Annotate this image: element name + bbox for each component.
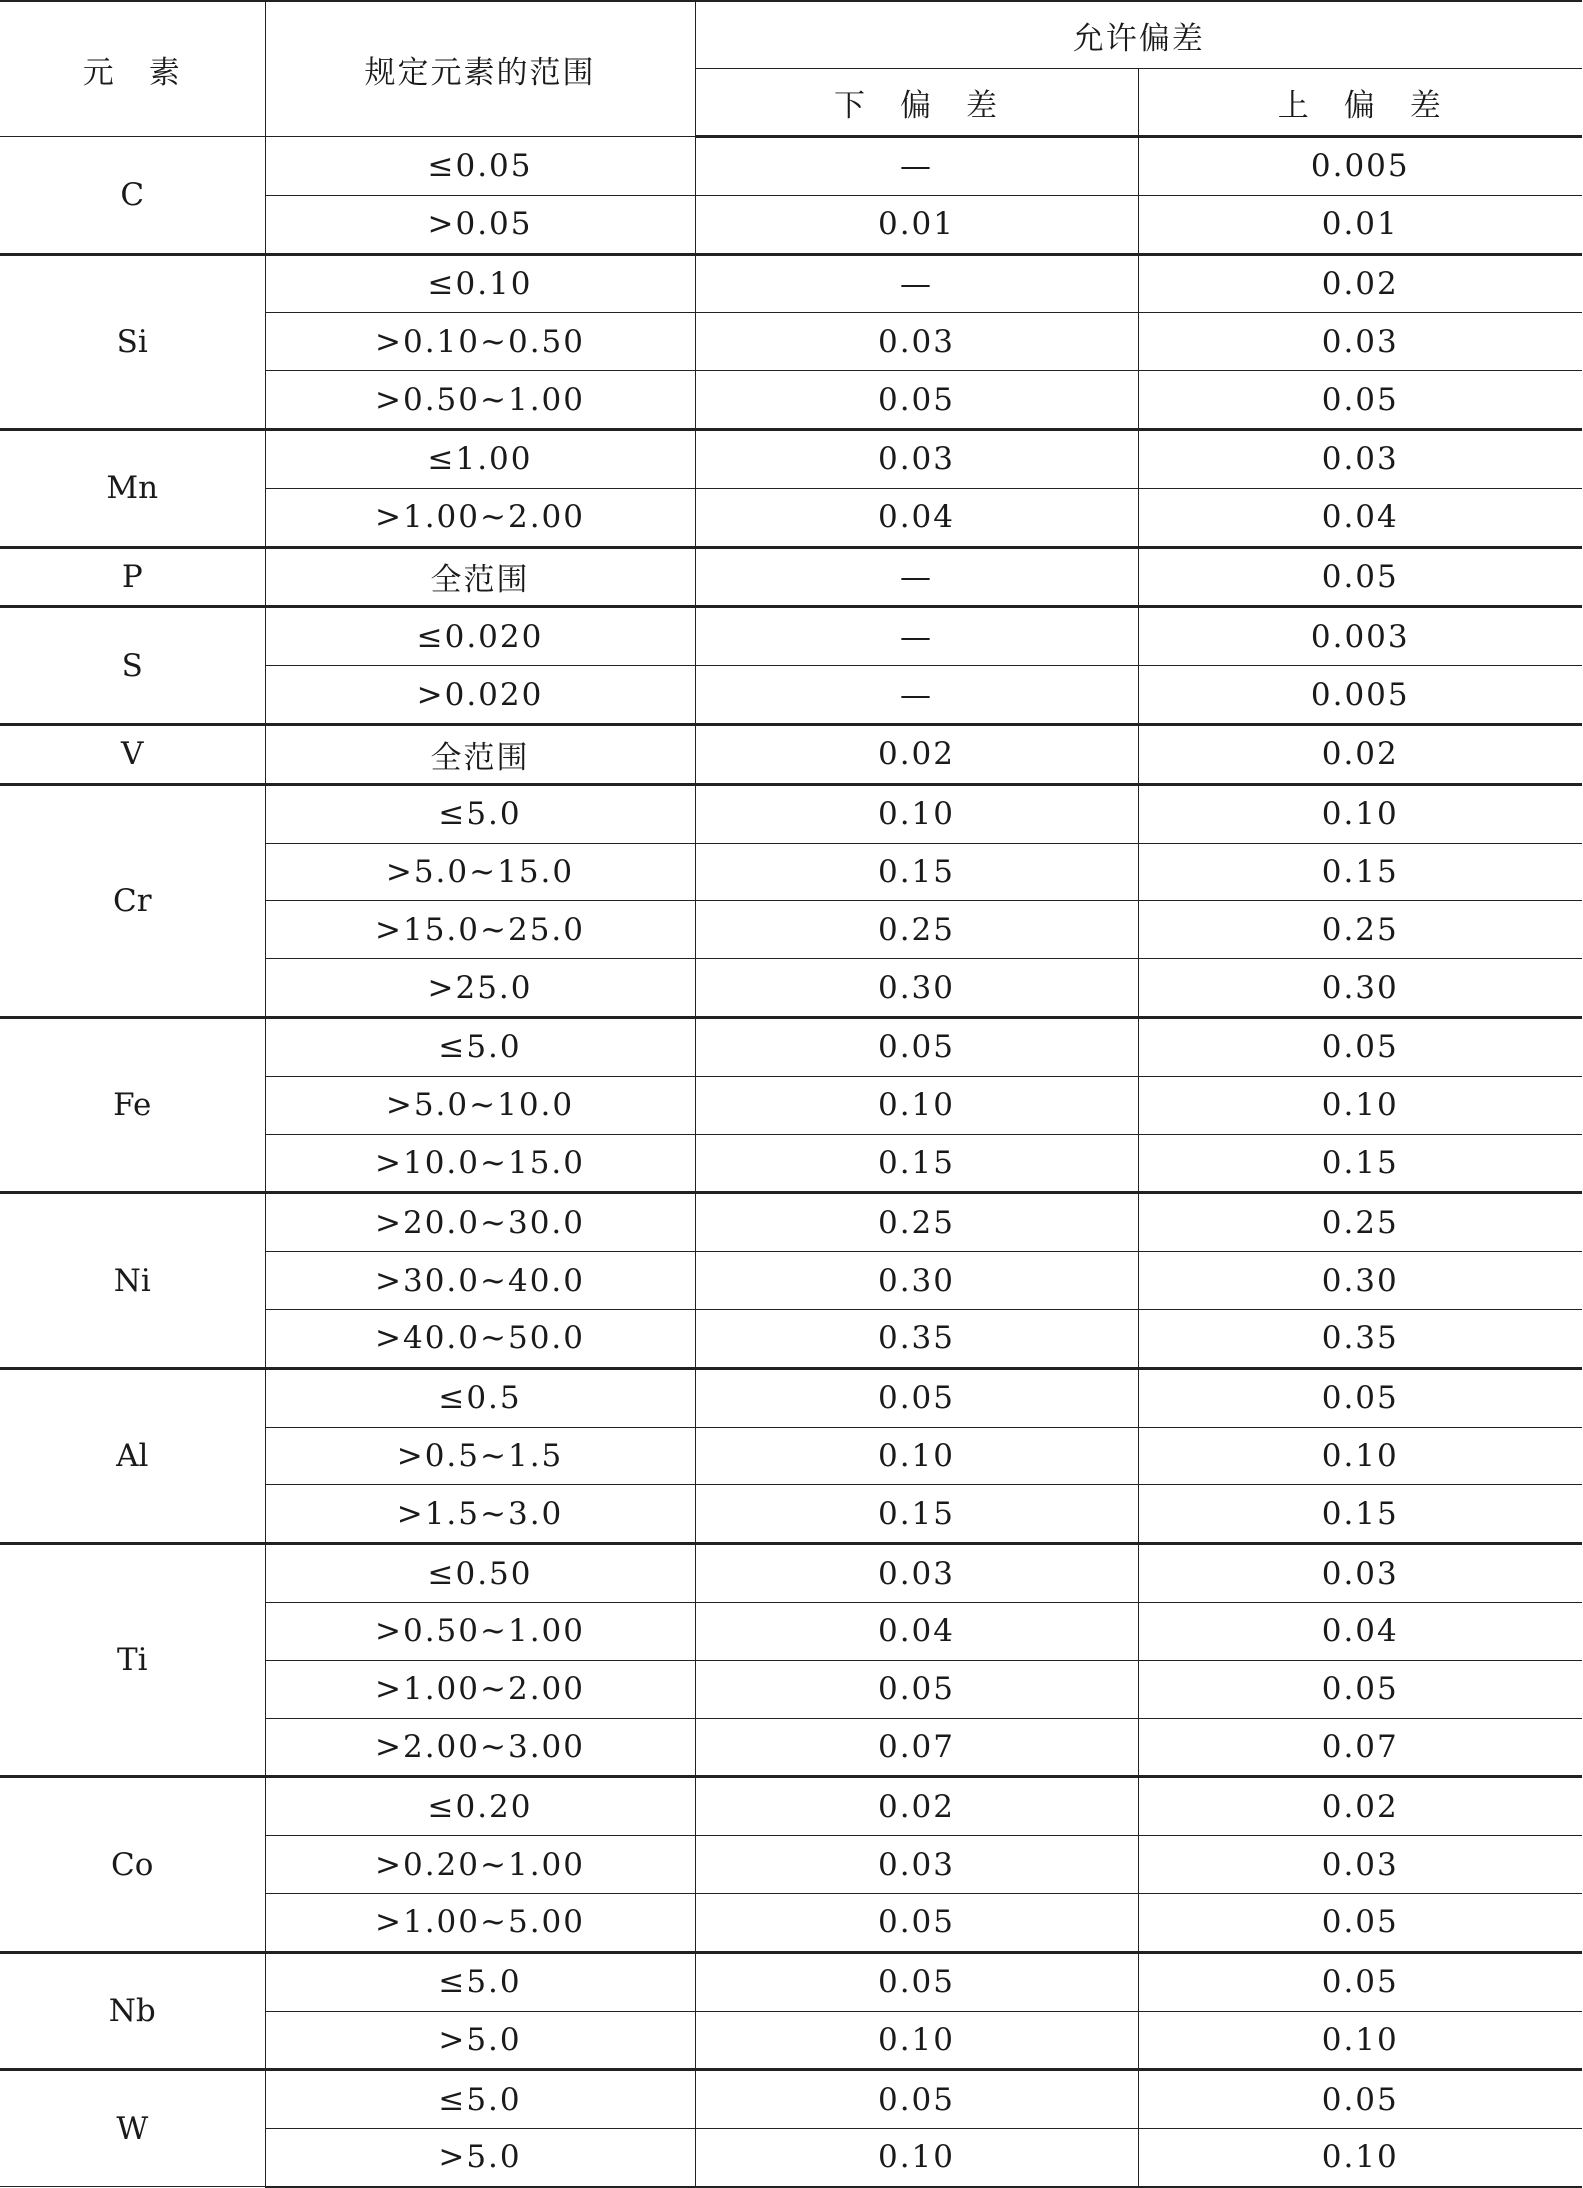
lower-tolerance-cell: 0.03	[695, 313, 1138, 371]
lower-tolerance-cell: 0.05	[695, 2070, 1138, 2129]
lower-tolerance-cell: —	[695, 254, 1138, 313]
lower-tolerance-cell: 0.15	[695, 843, 1138, 901]
upper-tolerance-cell: 0.04	[1138, 1602, 1582, 1660]
element-cell: Al	[0, 1368, 265, 1543]
range-cell: ≤5.0	[265, 1017, 695, 1076]
upper-tolerance-cell: 0.07	[1138, 1718, 1582, 1777]
upper-tolerance-cell: 0.005	[1138, 137, 1582, 196]
element-cell: C	[0, 137, 265, 255]
range-cell: >0.5~1.5	[265, 1427, 695, 1485]
lower-tolerance-cell: 0.05	[695, 1893, 1138, 1952]
table-header	[0, 1, 1582, 137]
range-cell: >1.00~2.00	[265, 488, 695, 547]
lower-tolerance-cell: 0.10	[695, 1076, 1138, 1134]
element-cell: Nb	[0, 1952, 265, 2070]
upper-tolerance-cell: 0.15	[1138, 1485, 1582, 1544]
range-cell: >5.0~15.0	[265, 843, 695, 901]
upper-tolerance-cell: 0.10	[1138, 1427, 1582, 1485]
header-element: 元 素	[0, 1, 265, 137]
element-cell: Si	[0, 254, 265, 429]
upper-tolerance-cell: 0.02	[1138, 1777, 1582, 1836]
lower-tolerance-cell: 0.05	[695, 371, 1138, 430]
lower-tolerance-cell: 0.30	[695, 959, 1138, 1018]
element-cell: Ti	[0, 1544, 265, 1777]
range-cell: 全范围	[265, 547, 695, 607]
lower-tolerance-cell: 0.05	[695, 1660, 1138, 1718]
range-cell: >0.05	[265, 195, 695, 254]
upper-tolerance-cell: 0.10	[1138, 784, 1582, 843]
upper-tolerance-cell: 0.25	[1138, 901, 1582, 959]
element-cell: Co	[0, 1777, 265, 1952]
lower-tolerance-cell: —	[695, 547, 1138, 607]
range-cell: ≤0.10	[265, 254, 695, 313]
range-cell: >1.00~2.00	[265, 1660, 695, 1718]
range-cell: >1.5~3.0	[265, 1485, 695, 1544]
lower-tolerance-cell: —	[695, 137, 1138, 196]
table-row	[0, 137, 1582, 196]
range-cell: >0.020	[265, 666, 695, 725]
range-cell: 全范围	[265, 724, 695, 784]
upper-tolerance-cell: 0.10	[1138, 2129, 1582, 2187]
lower-tolerance-cell: 0.05	[695, 1952, 1138, 2011]
range-cell: >2.00~3.00	[265, 1718, 695, 1777]
range-cell: >5.0~10.0	[265, 1076, 695, 1134]
element-cell: P	[0, 547, 265, 607]
range-cell: >5.0	[265, 2129, 695, 2187]
range-cell: ≤5.0	[265, 2070, 695, 2129]
header-range: 规定元素的范围	[265, 1, 695, 137]
lower-tolerance-cell: 0.10	[695, 784, 1138, 843]
table-row	[0, 429, 1582, 488]
range-cell: ≤5.0	[265, 1952, 695, 2011]
upper-tolerance-cell: 0.03	[1138, 1836, 1582, 1894]
range-cell: ≤0.05	[265, 137, 695, 196]
table-row	[0, 1193, 1582, 1252]
range-cell: >20.0~30.0	[265, 1193, 695, 1252]
upper-tolerance-cell: 0.05	[1138, 2070, 1582, 2129]
table-row	[0, 254, 1582, 313]
upper-tolerance-cell: 0.30	[1138, 959, 1582, 1018]
element-cell: Cr	[0, 784, 265, 1017]
lower-tolerance-cell: 0.03	[695, 429, 1138, 488]
range-cell: ≤0.50	[265, 1544, 695, 1603]
upper-tolerance-cell: 0.005	[1138, 666, 1582, 725]
lower-tolerance-cell: 0.25	[695, 1193, 1138, 1252]
lower-tolerance-cell: 0.15	[695, 1134, 1138, 1193]
element-cell: S	[0, 607, 265, 725]
upper-tolerance-cell: 0.30	[1138, 1252, 1582, 1310]
table-body	[0, 137, 1582, 2187]
lower-tolerance-cell: 0.04	[695, 1602, 1138, 1660]
range-cell: ≤0.20	[265, 1777, 695, 1836]
lower-tolerance-cell: 0.35	[695, 1309, 1138, 1368]
lower-tolerance-cell: 0.01	[695, 195, 1138, 254]
range-cell: >15.0~25.0	[265, 901, 695, 959]
table-row	[0, 1017, 1582, 1076]
table-row	[0, 784, 1582, 843]
header-lower: 下 偏 差	[695, 69, 1138, 137]
upper-tolerance-cell: 0.03	[1138, 313, 1582, 371]
upper-tolerance-cell: 0.03	[1138, 429, 1582, 488]
table-row	[0, 1544, 1582, 1603]
range-cell: >5.0	[265, 2011, 695, 2070]
table-row	[0, 1368, 1582, 1427]
upper-tolerance-cell: 0.03	[1138, 1544, 1582, 1603]
lower-tolerance-cell: 0.30	[695, 1252, 1138, 1310]
lower-tolerance-cell: 0.03	[695, 1836, 1138, 1894]
range-cell: >0.10~0.50	[265, 313, 695, 371]
element-cell: Ni	[0, 1193, 265, 1368]
table-row	[0, 2070, 1582, 2129]
upper-tolerance-cell: 0.05	[1138, 547, 1582, 607]
header-upper: 上 偏 差	[1138, 69, 1582, 137]
element-cell: W	[0, 2070, 265, 2187]
element-cell: Fe	[0, 1017, 265, 1192]
lower-tolerance-cell: 0.02	[695, 1777, 1138, 1836]
upper-tolerance-cell: 0.10	[1138, 2011, 1582, 2070]
element-cell: V	[0, 724, 265, 784]
header-tolerance: 允许偏差	[695, 1, 1582, 69]
lower-tolerance-cell: —	[695, 607, 1138, 666]
range-cell: ≤0.5	[265, 1368, 695, 1427]
lower-tolerance-cell: 0.10	[695, 2011, 1138, 2070]
upper-tolerance-cell: 0.04	[1138, 488, 1582, 547]
upper-tolerance-cell: 0.02	[1138, 724, 1582, 784]
upper-tolerance-cell: 0.05	[1138, 1952, 1582, 2011]
upper-tolerance-cell: 0.15	[1138, 1134, 1582, 1193]
lower-tolerance-cell: 0.04	[695, 488, 1138, 547]
lower-tolerance-cell: 0.10	[695, 2129, 1138, 2187]
upper-tolerance-cell: 0.05	[1138, 371, 1582, 430]
range-cell: ≤1.00	[265, 429, 695, 488]
range-cell: >0.50~1.00	[265, 1602, 695, 1660]
range-cell: >1.00~5.00	[265, 1893, 695, 1952]
range-cell: >0.50~1.00	[265, 371, 695, 430]
lower-tolerance-cell: 0.25	[695, 901, 1138, 959]
upper-tolerance-cell: 0.05	[1138, 1660, 1582, 1718]
upper-tolerance-cell: 0.003	[1138, 607, 1582, 666]
range-cell: >40.0~50.0	[265, 1309, 695, 1368]
range-cell: >30.0~40.0	[265, 1252, 695, 1310]
range-cell: >0.20~1.00	[265, 1836, 695, 1894]
lower-tolerance-cell: 0.03	[695, 1544, 1138, 1603]
element-cell: Mn	[0, 429, 265, 547]
range-cell: >10.0~15.0	[265, 1134, 695, 1193]
lower-tolerance-cell: 0.02	[695, 724, 1138, 784]
upper-tolerance-cell: 0.25	[1138, 1193, 1582, 1252]
upper-tolerance-cell: 0.05	[1138, 1017, 1582, 1076]
upper-tolerance-cell: 0.05	[1138, 1893, 1582, 1952]
table-row	[0, 1952, 1582, 2011]
lower-tolerance-cell: —	[695, 666, 1138, 725]
table-row	[0, 547, 1582, 607]
upper-tolerance-cell: 0.10	[1138, 1076, 1582, 1134]
range-cell: ≤5.0	[265, 784, 695, 843]
range-cell: >25.0	[265, 959, 695, 1018]
table-row	[0, 724, 1582, 784]
lower-tolerance-cell: 0.07	[695, 1718, 1138, 1777]
lower-tolerance-cell: 0.05	[695, 1368, 1138, 1427]
lower-tolerance-cell: 0.15	[695, 1485, 1138, 1544]
table-row	[0, 607, 1582, 666]
range-cell: ≤0.020	[265, 607, 695, 666]
upper-tolerance-cell: 0.01	[1138, 195, 1582, 254]
upper-tolerance-cell: 0.05	[1138, 1368, 1582, 1427]
lower-tolerance-cell: 0.05	[695, 1017, 1138, 1076]
upper-tolerance-cell: 0.02	[1138, 254, 1582, 313]
lower-tolerance-cell: 0.10	[695, 1427, 1138, 1485]
upper-tolerance-cell: 0.35	[1138, 1309, 1582, 1368]
table-row	[0, 1777, 1582, 1836]
upper-tolerance-cell: 0.15	[1138, 843, 1582, 901]
